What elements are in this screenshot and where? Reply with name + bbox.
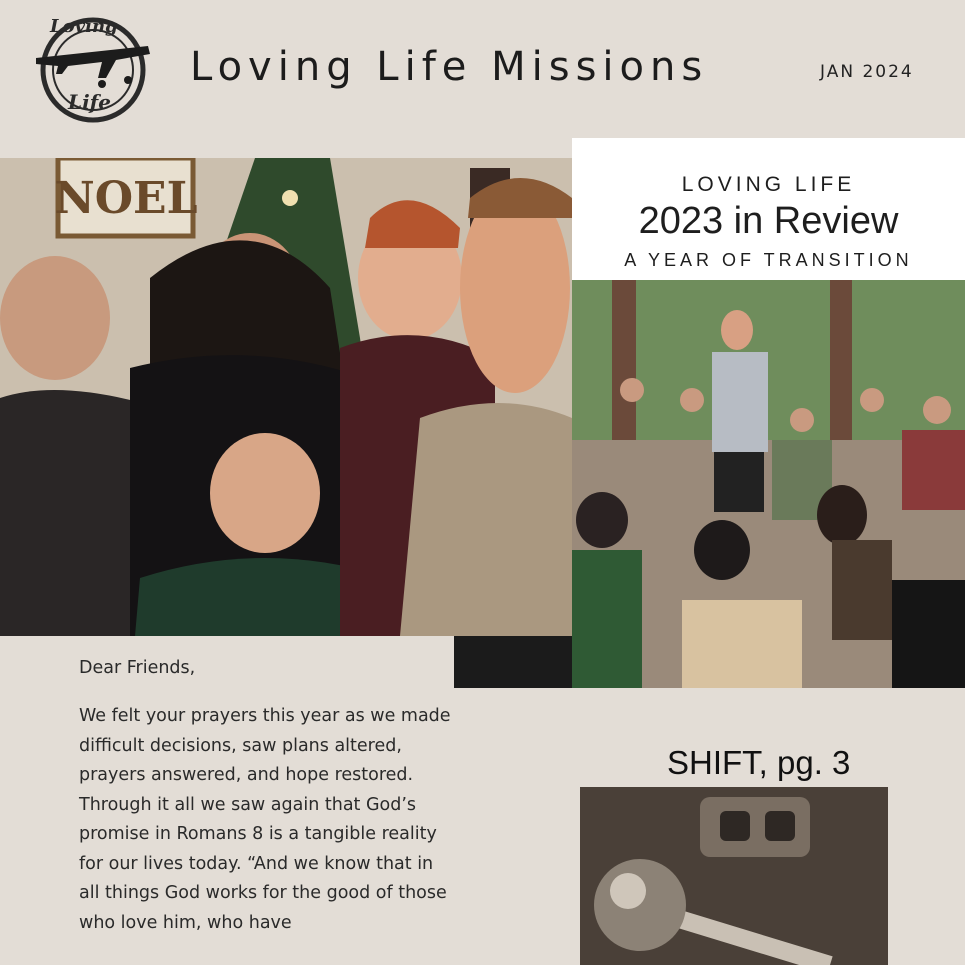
gathering-photo xyxy=(572,280,965,688)
loving-life-logo xyxy=(28,8,158,130)
newsletter-title: Loving Life Missions xyxy=(190,44,709,90)
issue-date: JAN 2024 xyxy=(820,62,914,82)
gear-shift-photo xyxy=(580,787,888,965)
review-kicker: LOVING LIFE xyxy=(681,173,856,196)
year-in-review-heading xyxy=(572,138,965,280)
logo-bottom-word: Life xyxy=(68,90,111,114)
masthead xyxy=(0,0,965,137)
letter-section xyxy=(58,636,454,965)
noel-sign: NOEL xyxy=(54,173,198,224)
review-headline: 2023 in Review xyxy=(638,200,899,242)
review-subhead: A YEAR OF TRANSITION xyxy=(624,250,913,270)
family-photo xyxy=(0,158,572,636)
letter-body: We felt your prayers this year as we made difficult decisions, saw plans altered, prayers answered, and hope restored. Through it all we saw again that God’s promise in Romans 8 is a tangible reality for our lives today. “And we know that in all things God works for the good of those who love him, who have xyxy=(79,706,451,933)
letter-greeting: Dear Friends, xyxy=(79,658,196,678)
logo-top-word: Loving xyxy=(50,16,118,37)
photo-shadow-strip xyxy=(454,636,572,688)
shift-teaser-label: SHIFT, pg. 3 xyxy=(667,744,851,781)
